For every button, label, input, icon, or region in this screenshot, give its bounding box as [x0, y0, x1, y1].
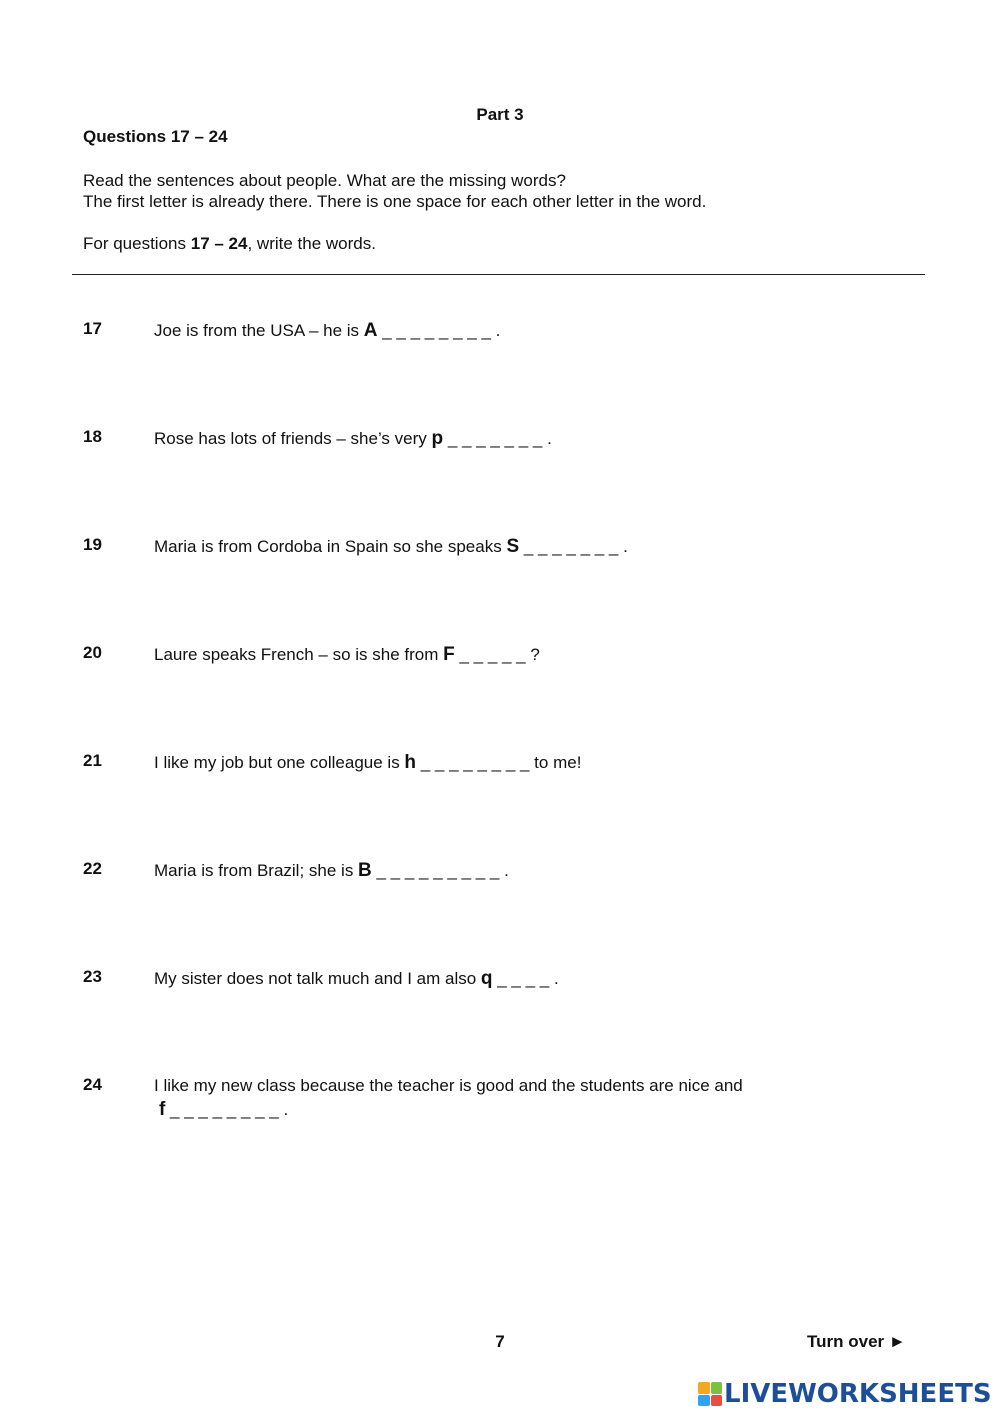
- question-number: 21: [83, 751, 102, 770]
- question-text: [154, 860, 509, 882]
- question-number: 23: [83, 967, 102, 986]
- answer-blanks[interactable]: _ _ _ _ _ _ _ _ .: [377, 321, 501, 340]
- question-text-before: I like my job but one colleague is: [154, 753, 405, 772]
- question-text: [154, 968, 559, 990]
- question-text: [154, 644, 540, 666]
- question-number: 17: [83, 319, 102, 338]
- answer-blanks[interactable]: _ _ _ _ _ _ _ _ .: [165, 1100, 289, 1119]
- instruction-line-2: The first letter is already there. There is one space for each other letter in the word.: [83, 192, 707, 211]
- page-title: Part 3: [476, 105, 524, 124]
- question-text-before: Laure speaks French – so is she from: [154, 645, 444, 664]
- question-number: 18: [83, 427, 102, 446]
- answer-blanks[interactable]: _ _ _ _ _ ?: [454, 645, 540, 664]
- question-text-before: Rose has lots of friends – she’s very: [154, 429, 432, 448]
- instruction-line-3-range: 17 – 24: [190, 234, 248, 253]
- first-letter: F: [443, 644, 455, 665]
- logo-grid-icon: [698, 1382, 722, 1406]
- page-number: 7: [495, 1332, 505, 1351]
- question-number: 20: [83, 643, 102, 662]
- first-letter: S: [506, 536, 520, 557]
- instruction-line-1: Read the sentences about people. What are the missing words?: [83, 171, 566, 190]
- question-text-continuation: [159, 1099, 288, 1121]
- instruction-line-3: [83, 233, 376, 254]
- question-text: [154, 536, 628, 558]
- turn-over-label: Turn over ►: [807, 1332, 906, 1351]
- question-number: 19: [83, 535, 102, 554]
- answer-blanks[interactable]: _ _ _ _ .: [492, 969, 559, 988]
- logo-text: LIVEWORKSHEETS: [724, 1379, 992, 1409]
- first-letter: f: [159, 1099, 166, 1120]
- question-text: [154, 320, 500, 342]
- first-letter: A: [363, 320, 378, 341]
- first-letter: p: [431, 428, 444, 449]
- divider: [72, 274, 925, 275]
- first-letter: h: [404, 752, 417, 773]
- answer-blanks[interactable]: _ _ _ _ _ _ _ _ _ .: [371, 861, 509, 880]
- first-letter: B: [358, 860, 372, 881]
- answer-blanks[interactable]: _ _ _ _ _ _ _ .: [519, 537, 628, 556]
- question-number: 24: [83, 1075, 102, 1094]
- question-text-before: Maria is from Cordoba in Spain so she speaks: [154, 537, 507, 556]
- instruction-line-3-prefix: For questions: [83, 234, 191, 253]
- question-text-before: Joe is from the USA – he is: [154, 321, 364, 340]
- question-text: [154, 752, 581, 774]
- first-letter: q: [480, 968, 493, 989]
- question-text-before: Maria is from Brazil; she is: [154, 861, 359, 880]
- question-text-before: My sister does not talk much and I am also: [154, 969, 481, 988]
- question-text: I like my new class because the teacher is good and the students are nice and: [154, 1076, 743, 1095]
- question-text: [154, 428, 552, 450]
- liveworksheets-logo[interactable]: [698, 1378, 992, 1410]
- answer-blanks[interactable]: _ _ _ _ _ _ _ _ to me!: [416, 753, 582, 772]
- question-number: 22: [83, 859, 102, 878]
- questions-heading: Questions 17 – 24: [83, 127, 228, 146]
- answer-blanks[interactable]: _ _ _ _ _ _ _ .: [443, 429, 552, 448]
- instruction-line-3-suffix: , write the words.: [247, 234, 376, 253]
